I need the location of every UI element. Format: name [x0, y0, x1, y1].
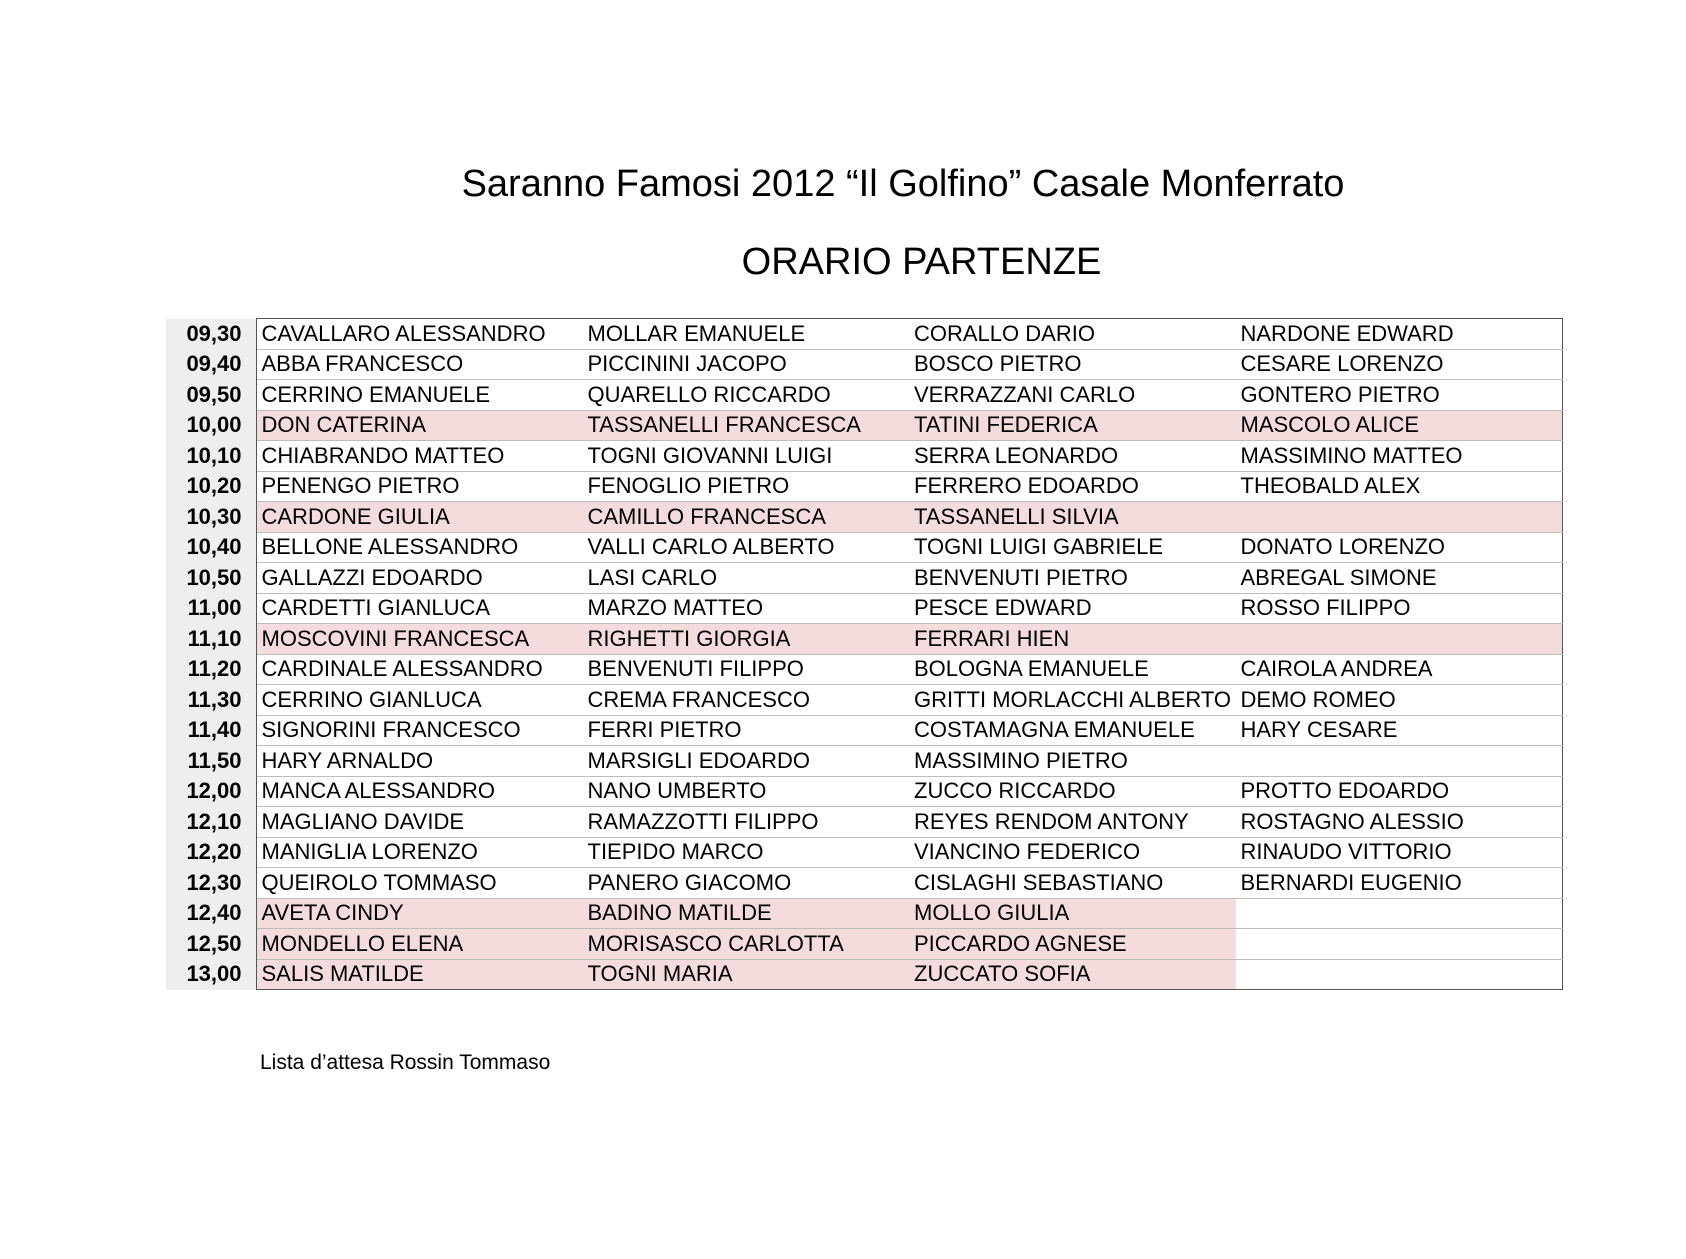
- document-subtitle-text: ORARIO PARTENZE: [741, 241, 1102, 283]
- player-name-cell: LASI CARLO: [583, 563, 910, 594]
- player-name-cell: [1236, 929, 1563, 960]
- schedule-row: [166, 685, 1562, 716]
- player-name-cell: GALLAZZI EDOARDO: [256, 563, 583, 594]
- player-name-cell: BOSCO PIETRO: [909, 349, 1236, 380]
- departure-time: 13,00: [166, 959, 256, 990]
- player-name-cell: ZUCCATO SOFIA: [909, 959, 1236, 990]
- schedule-row: [166, 471, 1562, 502]
- player-name-cell: CORALLO DARIO: [909, 319, 1236, 350]
- player-name-cell: TOGNI GIOVANNI LUIGI: [583, 441, 910, 472]
- player-name-cell: CARDETTI GIANLUCA: [256, 593, 583, 624]
- departure-time: 11,50: [166, 746, 256, 777]
- schedule-row: [166, 654, 1562, 685]
- player-name-cell: CHIABRANDO MATTEO: [256, 441, 583, 472]
- player-name-cell: MOSCOVINI FRANCESCA: [256, 624, 583, 655]
- schedule-row: [166, 502, 1562, 533]
- player-name-cell: ZUCCO RICCARDO: [909, 776, 1236, 807]
- schedule-row: [166, 837, 1562, 868]
- player-name-cell: PROTTO EDOARDO: [1236, 776, 1563, 807]
- player-name-cell: CAVALLARO ALESSANDRO: [256, 319, 583, 350]
- departure-time: 12,40: [166, 898, 256, 929]
- player-name-cell: FERRERO EDOARDO: [909, 471, 1236, 502]
- departure-time: 11,10: [166, 624, 256, 655]
- player-name-cell: ROSTAGNO ALESSIO: [1236, 807, 1563, 838]
- player-name-cell: QUEIROLO TOMMASO: [256, 868, 583, 899]
- schedule-row: [166, 441, 1562, 472]
- player-name-cell: FENOGLIO PIETRO: [583, 471, 910, 502]
- player-name-cell: FERRI PIETRO: [583, 715, 910, 746]
- schedule-row: [166, 807, 1562, 838]
- departure-time: 09,50: [166, 380, 256, 411]
- player-name-cell: BELLONE ALESSANDRO: [256, 532, 583, 563]
- player-name-cell: BERNARDI EUGENIO: [1236, 868, 1563, 899]
- player-name-cell: COSTAMAGNA EMANUELE: [909, 715, 1236, 746]
- departure-schedule-table: [166, 318, 1563, 990]
- player-name-cell: RIGHETTI GIORGIA: [583, 624, 910, 655]
- document-subtitle: [0, 240, 1686, 284]
- departure-time: 10,40: [166, 532, 256, 563]
- departure-time: 10,50: [166, 563, 256, 594]
- departure-time: 11,00: [166, 593, 256, 624]
- player-name-cell: MANCA ALESSANDRO: [256, 776, 583, 807]
- departure-time: 10,20: [166, 471, 256, 502]
- player-name-cell: ABBA FRANCESCO: [256, 349, 583, 380]
- player-name-cell: CERRINO GIANLUCA: [256, 685, 583, 716]
- schedule-body: [166, 319, 1562, 990]
- player-name-cell: PESCE EDWARD: [909, 593, 1236, 624]
- schedule-row: [166, 532, 1562, 563]
- player-name-cell: PANERO GIACOMO: [583, 868, 910, 899]
- document-title: [0, 162, 1686, 206]
- player-name-cell: PICCININI JACOPO: [583, 349, 910, 380]
- player-name-cell: RAMAZZOTTI FILIPPO: [583, 807, 910, 838]
- player-name-cell: CARDONE GIULIA: [256, 502, 583, 533]
- player-name-cell: SERRA LEONARDO: [909, 441, 1236, 472]
- player-name-cell: CISLAGHI SEBASTIANO: [909, 868, 1236, 899]
- player-name-cell: [1236, 624, 1563, 655]
- schedule-row: [166, 715, 1562, 746]
- waiting-list-note: Lista d’attesa Rossin Tommaso: [260, 1051, 551, 1074]
- schedule-row: [166, 349, 1562, 380]
- player-name-cell: MOLLO GIULIA: [909, 898, 1236, 929]
- player-name-cell: GONTERO PIETRO: [1236, 380, 1563, 411]
- player-name-cell: PENENGO PIETRO: [256, 471, 583, 502]
- departure-time: 12,20: [166, 837, 256, 868]
- departure-time: 12,10: [166, 807, 256, 838]
- departure-time: 10,00: [166, 410, 256, 441]
- player-name-cell: MARZO MATTEO: [583, 593, 910, 624]
- player-name-cell: REYES RENDOM ANTONY: [909, 807, 1236, 838]
- player-name-cell: CERRINO EMANUELE: [256, 380, 583, 411]
- document-title-text: Saranno Famosi 2012 “Il Golfino” Casale Monferrato: [461, 163, 1345, 205]
- departure-time: 11,20: [166, 654, 256, 685]
- departure-time: 11,30: [166, 685, 256, 716]
- player-name-cell: VALLI CARLO ALBERTO: [583, 532, 910, 563]
- schedule-row: [166, 319, 1562, 350]
- schedule-row: [166, 563, 1562, 594]
- player-name-cell: TOGNI LUIGI GABRIELE: [909, 532, 1236, 563]
- player-name-cell: TASSANELLI FRANCESCA: [583, 410, 910, 441]
- player-name-cell: BADINO MATILDE: [583, 898, 910, 929]
- player-name-cell: MOLLAR EMANUELE: [583, 319, 910, 350]
- player-name-cell: [1236, 959, 1563, 990]
- player-name-cell: [1236, 502, 1563, 533]
- player-name-cell: TASSANELLI SILVIA: [909, 502, 1236, 533]
- player-name-cell: MAGLIANO DAVIDE: [256, 807, 583, 838]
- player-name-cell: GRITTI MORLACCHI ALBERTO: [909, 685, 1236, 716]
- player-name-cell: QUARELLO RICCARDO: [583, 380, 910, 411]
- schedule-row: [166, 624, 1562, 655]
- departure-time: 10,30: [166, 502, 256, 533]
- player-name-cell: DONATO LORENZO: [1236, 532, 1563, 563]
- player-name-cell: NANO UMBERTO: [583, 776, 910, 807]
- player-name-cell: CAIROLA ANDREA: [1236, 654, 1563, 685]
- departure-time: 11,40: [166, 715, 256, 746]
- player-name-cell: FERRARI HIEN: [909, 624, 1236, 655]
- player-name-cell: NARDONE EDWARD: [1236, 319, 1563, 350]
- player-name-cell: MASSIMINO PIETRO: [909, 746, 1236, 777]
- schedule-row: [166, 380, 1562, 411]
- player-name-cell: MANIGLIA LORENZO: [256, 837, 583, 868]
- player-name-cell: [1236, 746, 1563, 777]
- player-name-cell: CESARE LORENZO: [1236, 349, 1563, 380]
- player-name-cell: MORISASCO CARLOTTA: [583, 929, 910, 960]
- schedule-row: [166, 410, 1562, 441]
- player-name-cell: TOGNI MARIA: [583, 959, 910, 990]
- player-name-cell: CREMA FRANCESCO: [583, 685, 910, 716]
- player-name-cell: DEMO ROMEO: [1236, 685, 1563, 716]
- departure-time: 09,40: [166, 349, 256, 380]
- player-name-cell: DON CATERINA: [256, 410, 583, 441]
- player-name-cell: BOLOGNA EMANUELE: [909, 654, 1236, 685]
- player-name-cell: PICCARDO AGNESE: [909, 929, 1236, 960]
- schedule-row: [166, 593, 1562, 624]
- departure-time: 12,50: [166, 929, 256, 960]
- departure-time: 10,10: [166, 441, 256, 472]
- player-name-cell: AVETA CINDY: [256, 898, 583, 929]
- player-name-cell: THEOBALD ALEX: [1236, 471, 1563, 502]
- player-name-cell: HARY CESARE: [1236, 715, 1563, 746]
- schedule-row: [166, 898, 1562, 929]
- player-name-cell: ABREGAL SIMONE: [1236, 563, 1563, 594]
- player-name-cell: ROSSO FILIPPO: [1236, 593, 1563, 624]
- player-name-cell: TIEPIDO MARCO: [583, 837, 910, 868]
- player-name-cell: MASCOLO ALICE: [1236, 410, 1563, 441]
- player-name-cell: BENVENUTI PIETRO: [909, 563, 1236, 594]
- player-name-cell: BENVENUTI FILIPPO: [583, 654, 910, 685]
- schedule-row: [166, 929, 1562, 960]
- player-name-cell: HARY ARNALDO: [256, 746, 583, 777]
- player-name-cell: CARDINALE ALESSANDRO: [256, 654, 583, 685]
- player-name-cell: CAMILLO FRANCESCA: [583, 502, 910, 533]
- player-name-cell: VIANCINO FEDERICO: [909, 837, 1236, 868]
- schedule-row: [166, 746, 1562, 777]
- player-name-cell: MONDELLO ELENA: [256, 929, 583, 960]
- player-name-cell: MASSIMINO MATTEO: [1236, 441, 1563, 472]
- departure-time: 09,30: [166, 319, 256, 350]
- player-name-cell: SIGNORINI FRANCESCO: [256, 715, 583, 746]
- schedule-row: [166, 959, 1562, 990]
- player-name-cell: SALIS MATILDE: [256, 959, 583, 990]
- schedule-row: [166, 868, 1562, 899]
- player-name-cell: RINAUDO VITTORIO: [1236, 837, 1563, 868]
- player-name-cell: [1236, 898, 1563, 929]
- player-name-cell: VERRAZZANI CARLO: [909, 380, 1236, 411]
- departure-time: 12,30: [166, 868, 256, 899]
- player-name-cell: MARSIGLI EDOARDO: [583, 746, 910, 777]
- departure-time: 12,00: [166, 776, 256, 807]
- schedule-row: [166, 776, 1562, 807]
- player-name-cell: TATINI FEDERICA: [909, 410, 1236, 441]
